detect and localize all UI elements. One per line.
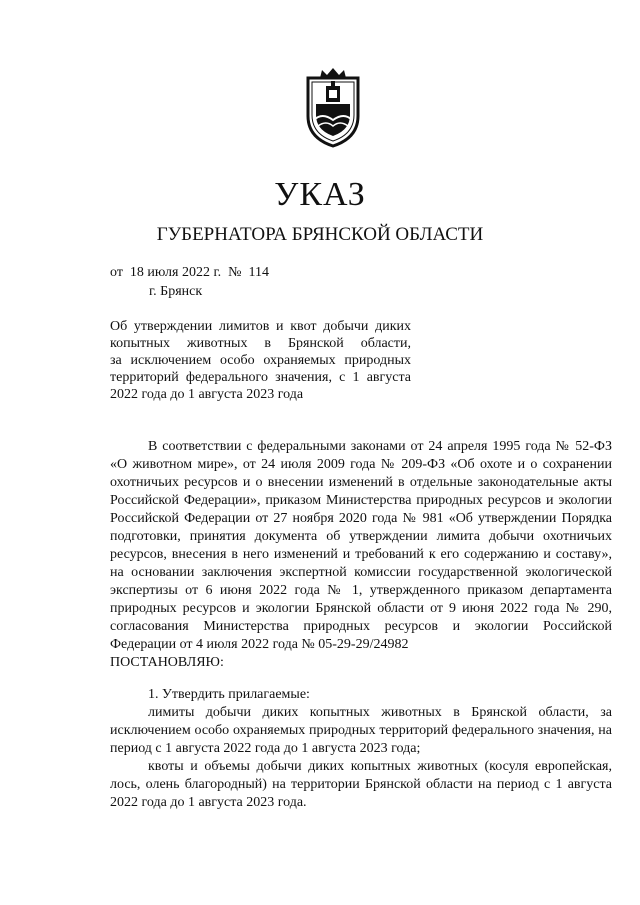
coat-of-arms-icon: [302, 68, 364, 150]
document-subject: [110, 318, 411, 403]
item-1-limits-paragraph: лимиты добычи диких копытных животных в Брянской области, за исключением особо охраняемых природных территорий федерального значения, на период с 1 августа 2022 года до 1 августа 2023 года;: [110, 705, 612, 756]
document-body: [110, 438, 612, 812]
subject-line: за исключением особо охраняемых природных: [110, 353, 411, 368]
subject-line: 2022 года до 1 августа 2023 года: [110, 387, 304, 402]
preamble-paragraph: В соответствии с федеральными законами от 24 апреля 1995 года № 52-ФЗ «О животном мире», от 24 июля 2009 года № 209-ФЗ «Об охоте и о сохранении охотничьих ресурсов и о внесении изменений в отдельные законодательные акты Российской Федерации», приказом Министерства природных ресурсов и экологии Российской Федерации от 27 ноября 2020 года № 981 «Об утверждении Порядка подготовки, принятия документа об утверждении лимита добычи охотничьих ресурсов, внесения в него изменений и требований к его содержанию и составу», на основании заключения экспертной комиссии государственной экологической экспертизы от 6 июня 2022 года № 1, утвержденного приказом департамента природных ресурсов и экологии Брянской области от 9 июня 2022 года № 290, согласования Министерства природных ресурсов и экологии Российской Федерации от 4 июля 2022 года № 05-29-29/24982: [110, 439, 612, 652]
subject-line: Об утверждении лимитов и квот добычи диких: [110, 319, 411, 334]
document-city: г. Брянск: [149, 284, 203, 299]
item-1-heading: 1. Утвердить прилагаемые:: [148, 687, 310, 702]
document-title: УКАЗ: [274, 176, 366, 213]
document-date-number: от 18 июля 2022 г. № 114: [110, 265, 269, 280]
document-subtitle: ГУБЕРНАТОРА БРЯНСКОЙ ОБЛАСТИ: [156, 224, 484, 245]
item-1-quotas-paragraph: квоты и объемы добычи диких копытных животных (косуля европейская, лось, олень благородный) на территории Брянской области на период с 1 августа 2022 года до 1 августа 2023 года.: [110, 759, 612, 810]
subject-line: территорий федерального значения, с 1 августа: [110, 370, 411, 385]
subject-line: копытных животных в Брянской области,: [110, 336, 411, 351]
decree-word: ПОСТАНОВЛЯЮ:: [110, 655, 224, 670]
